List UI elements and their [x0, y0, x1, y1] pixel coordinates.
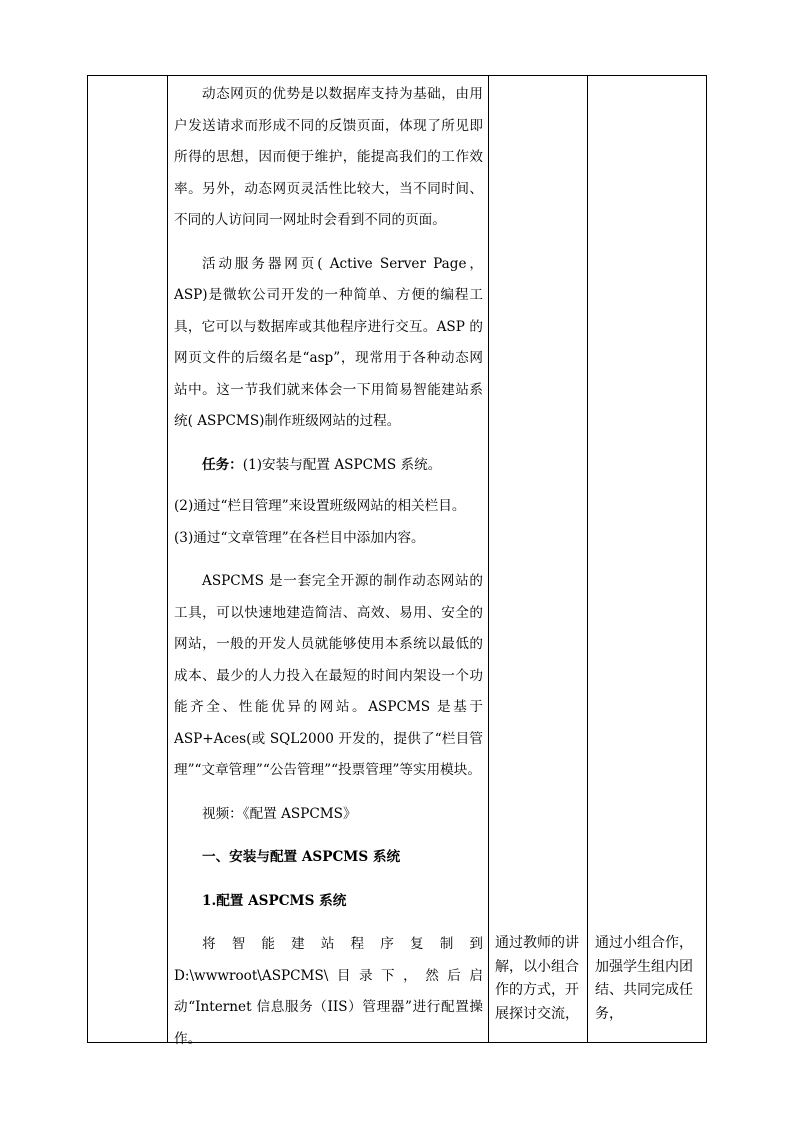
task-line-1 — [174, 450, 483, 482]
paragraph-aspcms: ASPCMS 是一套完全开源的制作动态网站的工具，可以快速地建造简洁、高效、易用、安全的网站，一般的开发人员就能够使用本系统以最低的成本、最少的人力投入在最短的时间内架设一个功能齐全、性能优异的网站。ASPCMS 是基于ASP+Aces(或 SQL2000 开发的，提供了“栏目管理”“文章管理”“公告管理”“投票管理”等实用模块。 — [174, 573, 483, 778]
paragraph-copy-program: 将智能建站程序复制到 D:\wwwroot\ASPCMS\目录下，然后启动“Internet 信息服务（IIS）管理器”进行配置操作。 — [174, 936, 483, 1047]
heading-configure-aspcms: 1.配置 ASPCMS 系统 — [202, 892, 347, 909]
paragraph-asp: 活动服务器网页( Active Server Page，ASP)是微软公司开发的一种简单、方便的编程工具，它可以与数据库或其他程序进行交互。ASP 的网页文件的后缀名是“asp”，现常用于各种动态网站中。这一节我们就来体会一下用简易智能建站系统( ASPCMS)制作班级网站的过程。 — [174, 255, 483, 429]
cell-student-activity — [588, 75, 707, 1043]
video-line: 视频：《配置 ASPCMS》 — [202, 805, 357, 822]
cell-stage — [87, 75, 167, 1043]
task-line-3: (3)通过“文章管理”在各栏目中添加内容。 — [174, 529, 425, 546]
lesson-table — [87, 75, 707, 1047]
cell-teacher-activity — [489, 75, 588, 1043]
heading-install-configure: 一、安装与配置 ASPCMS 系统 — [202, 849, 401, 865]
task-line-2: (2)通过“栏目管理”来设置班级网站的相关栏目。 — [174, 498, 466, 514]
student-activity-text: 通过小组合作，加强学生组内团结、共同完成任务， — [595, 935, 693, 1022]
cell-teaching-content — [167, 75, 489, 1047]
paragraph-dynamic-web: 动态网页的优势是以数据库支持为基础，由用户发送请求而形成不同的反馈页面，体现了所见即所得的思想，因而便于维护，能提高我们的工作效率。另外，动态网页灵活性比较大，当不同时间、不同的人访问同一网址时会看到不同的页面。 — [174, 86, 483, 228]
teacher-activity-text: 通过教师的讲解，以小组合作的方式，开展探讨交流， — [495, 935, 579, 1022]
task-label: 任务： — [202, 456, 243, 473]
task-1: (1)安装与配置 ASPCMS 系统。 — [242, 456, 442, 473]
